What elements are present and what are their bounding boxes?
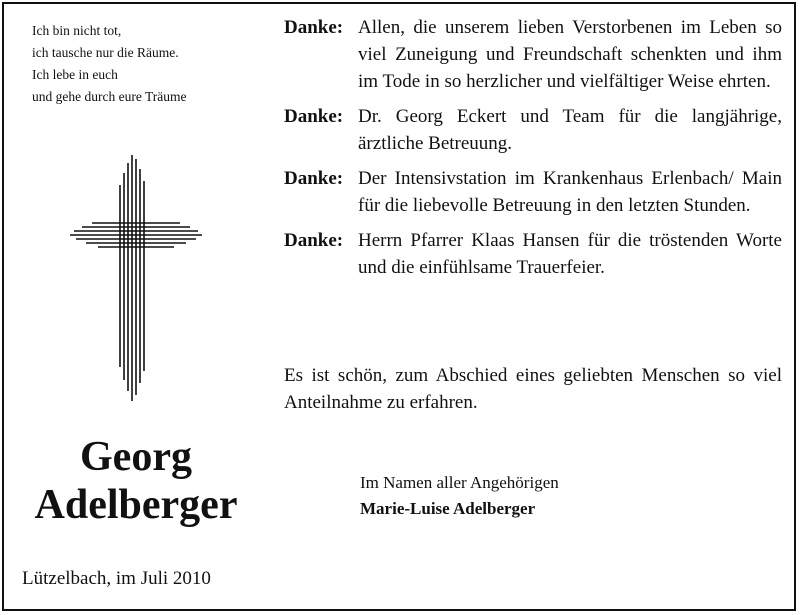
thanks-item — [284, 227, 782, 281]
thanks-list — [284, 14, 782, 289]
signature-intro: Im Namen aller Angehörigen — [360, 473, 559, 492]
cross-icon — [70, 155, 202, 405]
closing-text: Es ist schön, zum Abschied eines geliebten Menschen so viel Anteilnahme zu erfahren. — [284, 365, 782, 413]
thanks-item — [284, 103, 782, 157]
deceased-first-name: Georg — [80, 434, 192, 480]
signer-name: Marie-Luise Adelberger — [360, 499, 536, 518]
poem-line: und gehe durch eure Träume — [32, 89, 187, 104]
thanks-item — [284, 165, 782, 219]
signature-block — [360, 470, 559, 522]
thanks-item — [284, 14, 782, 95]
poem-line: ich tausche nur die Räume. — [32, 45, 179, 60]
thanks-text: Dr. Georg Eckert und Team für die langjährige, ärztliche Betreuung. — [358, 106, 782, 154]
thanks-text: Allen, die unserem lieben Verstorbenen im Leben so viel Zuneigung und Freundschaft schenkten und ihm im Tode in so herzlicher und vielfältiger Weise ehrten. — [358, 17, 782, 92]
thanks-text: Der Intensivstation im Krankenhaus Erlenbach/ Main für die liebevolle Betreuung in den letzten Stunden. — [358, 168, 782, 216]
memorial-poem — [32, 20, 186, 108]
thanks-label: Danke: — [284, 168, 344, 189]
place-date: Lützelbach, im Juli 2010 — [22, 568, 211, 589]
poem-line: Ich lebe in euch — [32, 67, 118, 82]
thanks-label: Danke: — [284, 230, 344, 251]
thanks-label: Danke: — [284, 106, 344, 127]
poem-line: Ich bin nicht tot, — [32, 23, 122, 38]
thanks-text: Herrn Pfarrer Klaas Hansen für die tröstenden Worte und die einfühlsame Trauerfeier. — [358, 230, 782, 278]
deceased-last-name: Adelberger — [34, 482, 238, 528]
thanks-label: Danke: — [284, 17, 344, 38]
